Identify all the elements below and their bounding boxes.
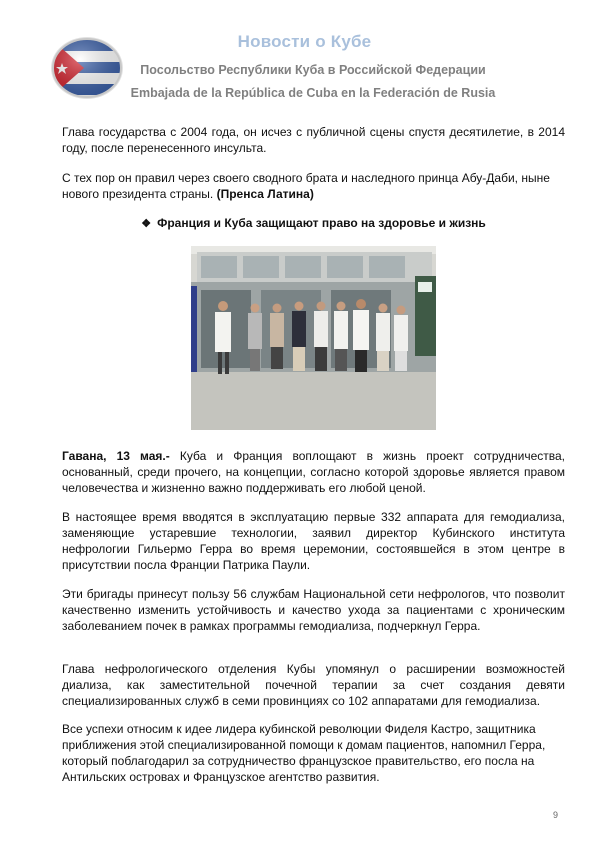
article-photo: [191, 246, 436, 430]
article-lead-text: Куба и Франция воплощают в жизнь проект сотрудничества, основанный, среди прочего, на концепции, согласно которой здоровье является правом человечества и жизненно важно поддерживать его любой ценой.: [62, 449, 565, 495]
paragraph: Глава государства с 2004 года, он исчез с публичной сцены спустя десятилетие, в 2014 году, после перенесенного инсульта.: [62, 125, 565, 155]
paragraph-with-source: [62, 170, 565, 202]
article-lead-paragraph: [62, 448, 565, 496]
embassy-name-es: Embajada de la República de Cuba en la Federación de Rusia: [130, 86, 496, 100]
article-dateline: Гавана, 13 мая.-: [62, 449, 170, 463]
paragraph-text: С тех пор он правил через своего сводного брата и наследного принца Абу-Даби, ныне нового президента страны.: [62, 171, 550, 201]
newsletter-title: Новости о Кубе: [237, 32, 372, 51]
article-paragraph-2: В настоящее время вводятся в эксплуатацию первые 332 аппарата для гемодиализа, заменяющие устаревшие технологии, заявил директор Кубинского института нефрологии Гильермо Герра во время церемонии, состоявшейся в этом центре в присутствии посла Франции Патрика Паули.: [62, 510, 565, 572]
article-paragraph-4: Глава нефрологического отделения Кубы упомянул о расширении возможностей диализа, как заместительной почечной терапии за счет создания девяти специализированных служб в семи провинциях со 102 аппаратами для гемодиализа.: [62, 662, 565, 708]
section-heading: [62, 216, 565, 230]
page-number: 9: [553, 810, 559, 820]
section-heading-text: Франция и Куба защищают право на здоровье и жизнь: [157, 216, 486, 230]
embassy-name-ru: Посольство Республики Куба в Российской Федерации: [140, 63, 486, 77]
source-tag: (Пренса Латина): [216, 187, 314, 201]
diamond-bullet-icon: ❖: [141, 218, 152, 230]
article-paragraph-5: Все успехи относим к идее лидера кубинской революции Фиделя Кастро, защитника приближения этой специализированной помощи к домам пациентов, напомнил Герра, который поблагодарил за сотрудничество французское правительство, его посла на Антильских островах и Французское агентство развития.: [62, 722, 546, 784]
article-paragraph-3: Эти бригады принесут пользу 56 службам Национальной сети нефрологов, что позволит качественно изменить устойчивость и качество ухода за пациентами с хроническим заболеванием почек в рамках программы гемодиализа, подчеркнул Герра.: [62, 587, 565, 633]
